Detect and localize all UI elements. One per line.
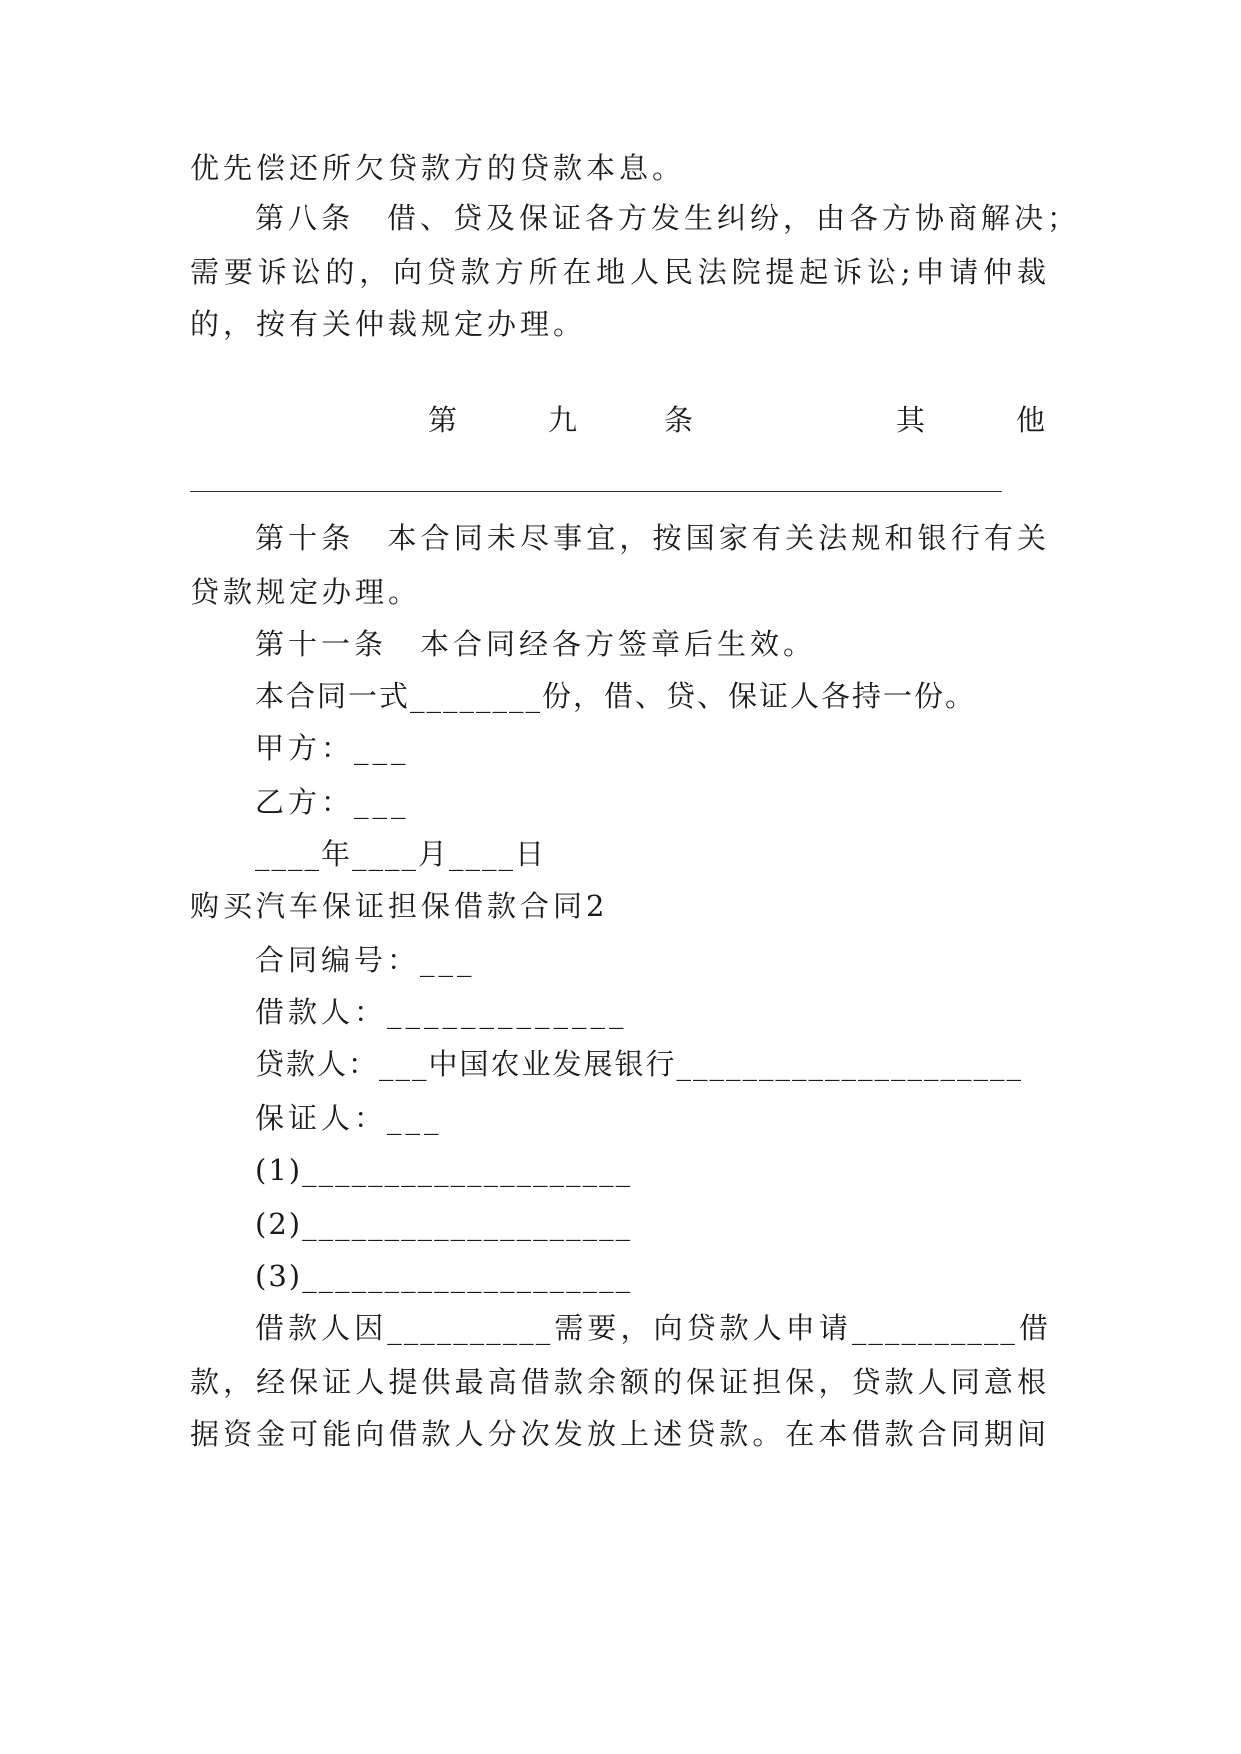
article-9-char: 其 — [896, 403, 926, 437]
text-line: 优先偿还所欠贷款方的贷款本息。 — [190, 151, 686, 185]
lender-line: 贷款人：___中国农业发展银行_____________________ — [255, 1047, 1024, 1081]
text-line: 贷款规定办理。 — [190, 575, 422, 609]
article-11-line: 第十一条 本合同经各方签章后生效。 — [255, 627, 817, 661]
article-9-blank-line — [190, 491, 1002, 492]
article-9-char: 第 — [428, 403, 458, 437]
article-9-char: 九 — [548, 403, 578, 437]
guarantor-3-line: (3)____________________ — [255, 1259, 633, 1293]
party-b-line: 乙方：___ — [255, 785, 410, 819]
contract-number-line: 合同编号：___ — [255, 943, 476, 977]
article-9-heading — [190, 400, 1050, 440]
guarantor-2-line: (2)____________________ — [255, 1207, 633, 1241]
text-line: 的，按有关仲裁规定办理。 — [190, 307, 587, 341]
date-line: ____年____月____日 — [255, 837, 547, 871]
text-line: 款，经保证人提供最高借款余额的保证担保，贷款人同意根 — [190, 1365, 1050, 1399]
contract-2-title: 购买汽车保证担保借款合同2 — [190, 889, 609, 923]
text-line: 需要诉讼的，向贷款方所在地人民法院提起诉讼;申请仲裁 — [190, 255, 1050, 289]
guarantor-line: 保证人：___ — [255, 1101, 443, 1135]
borrower-line: 借款人：_____________ — [255, 995, 628, 1029]
article-8-line: 第八条 借、贷及保证各方发生纠纷，由各方协商解决； — [255, 201, 1081, 235]
party-a-line: 甲方：___ — [255, 731, 410, 765]
article-9-char: 条 — [664, 403, 694, 437]
loan-purpose-line: 借款人因__________需要，向贷款人申请__________借 — [255, 1311, 1050, 1345]
article-10-line: 第十条 本合同未尽事宜，按国家有关法规和银行有关 — [255, 521, 1050, 555]
guarantor-1-line: (1)____________________ — [255, 1153, 633, 1187]
text-line: 据资金可能向借款人分次发放上述贷款。在本借款合同期间 — [190, 1417, 1050, 1451]
copies-line: 本合同一式________份，借、贷、保证人各持一份。 — [255, 679, 977, 713]
article-9-char: 他 — [1016, 403, 1046, 437]
